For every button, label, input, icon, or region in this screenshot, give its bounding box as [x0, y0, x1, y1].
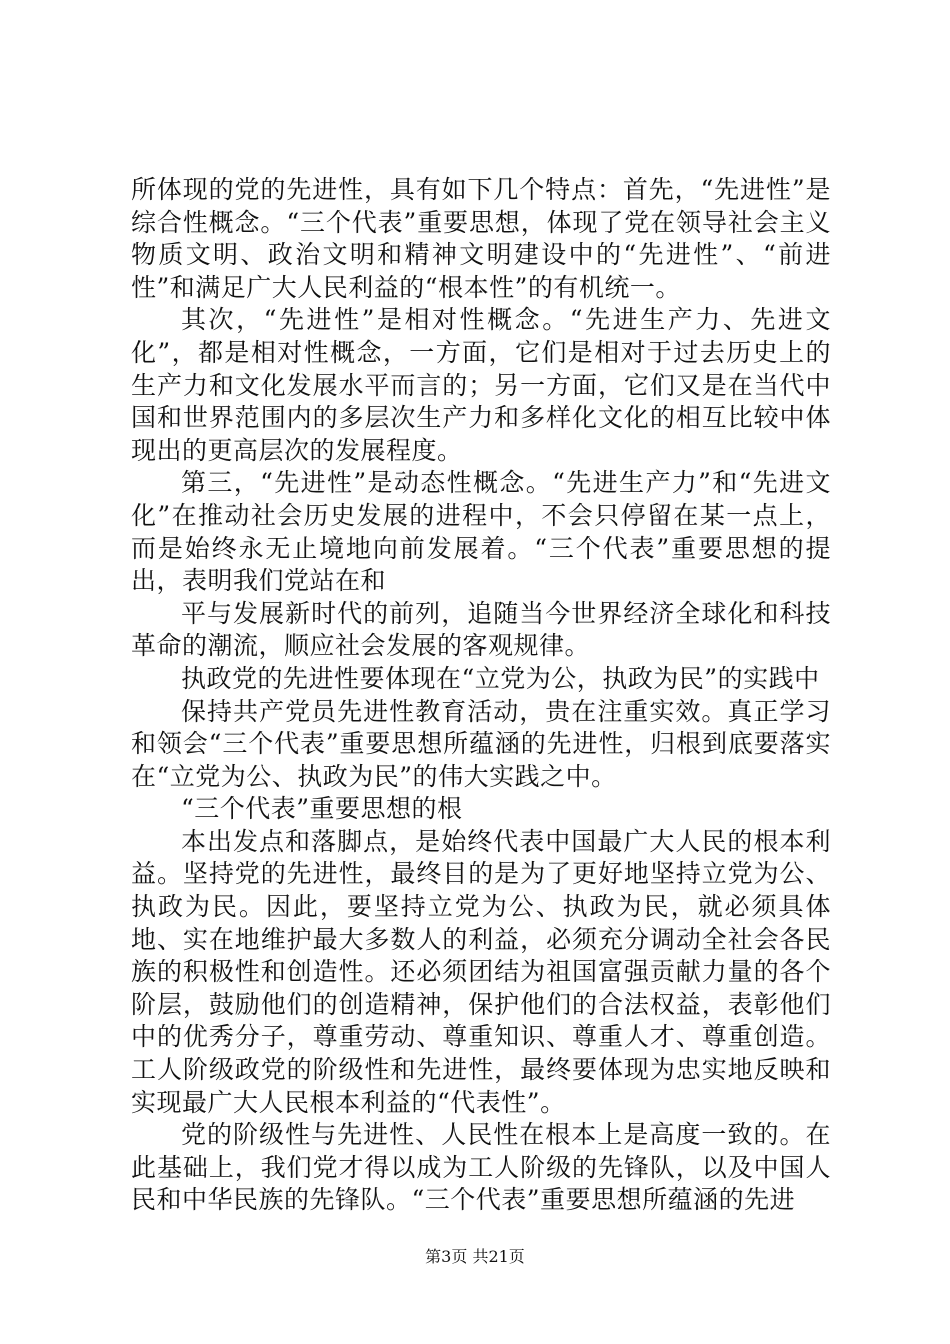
body-text	[131, 174, 831, 1217]
paragraph: 平与发展新时代的前列，追随当今世界经济全球化和科技革命的潮流，顺应社会发展的客观规律。	[131, 598, 831, 661]
paragraph: 执政党的先进性要体现在“立党为公，执政为民”的实践中	[181, 663, 820, 693]
paragraph: 所体现的党的先进性，具有如下几个特点：首先，“先进性”是综合性概念。“三个代表”重要思想，体现了党在领导社会主义物质文明、政治文明和精神文明建设中的“先进性”、“前进性”和满足广大人民利益的“根本性”的有机统一。	[131, 175, 831, 302]
paragraph: 本出发点和落脚点，是始终代表中国最广大人民的根本利益。坚持党的先进性，最终目的是为了更好地坚持立党为公、执政为民。因此，要坚持立党为公、执政为民，就必须具体地、实在地维护最大多数人的利益，必须充分调动全社会各民族的积极性和创造性。还必须团结为祖国富强贡献力量的各个阶层，鼓励他们的创造精神，保护他们的合法权益，表彰他们中的优秀分子，尊重劳动、尊重知识、尊重人才、尊重创造。工人阶级政党的阶级性和先进性，最终要体现为忠实地反映和实现最广大人民根本利益的“代表性”。	[131, 826, 831, 1117]
page-number-footer: 第3页 共21页	[425, 1247, 525, 1266]
paragraph: “三个代表”重要思想的根	[181, 794, 463, 824]
paragraph: 其次，“先进性”是相对性概念。“先进生产力、先进文化”，都是相对性概念，一方面，它们是相对于过去历史上的生产力和文化发展水平而言的；另一方面，它们又是在当代中国和世界范围内的多层次生产力和多样化文化的相互比较中体现出的更高层次的发展程度。	[131, 305, 831, 465]
paragraph: 党的阶级性与先进性、人民性在根本上是高度一致的。在此基础上，我们党才得以成为工人阶级的先锋队，以及中国人民和中华民族的先锋队。“三个代表”重要思想所蕴涵的先进	[131, 1120, 831, 1215]
paragraph: 保持共产党员先进性教育活动，贵在注重实效。真正学习和领会“三个代表”重要思想所蕴涵的先进性，归根到底要落实在“立党为公、执政为民”的伟大实践之中。	[131, 696, 831, 791]
paragraph: 第三，“先进性”是动态性概念。“先进生产力”和“先进文化”在推动社会历史发展的进程中，不会只停留在某一点上，而是始终永无止境地向前发展着。“三个代表”重要思想的提出，表明我们党站在和	[131, 468, 831, 596]
